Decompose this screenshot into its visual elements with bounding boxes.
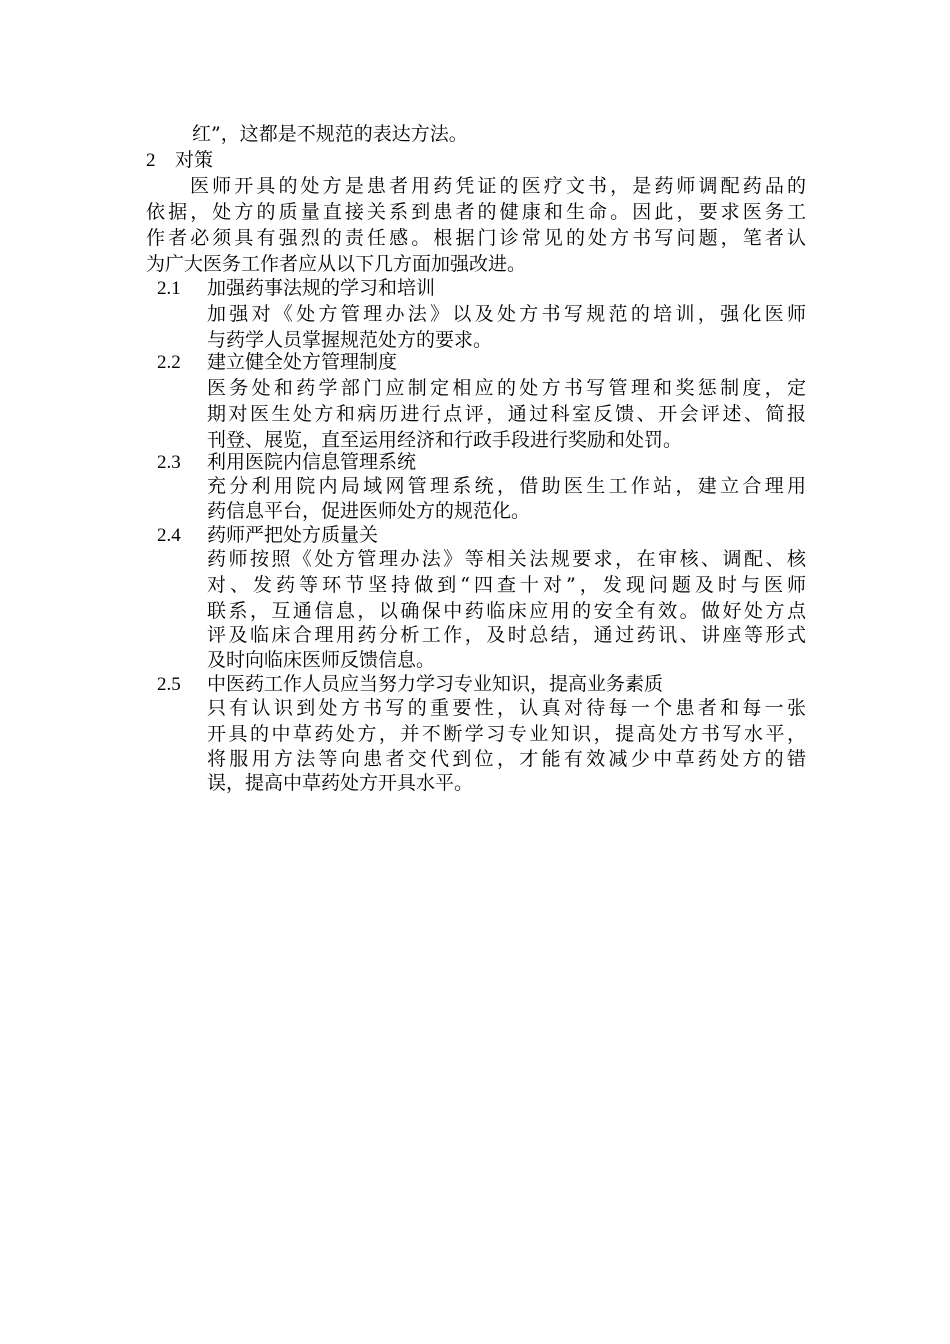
subsection-body-line: 开具的中草药处方，并不断学习专业知识，提高处方书写水平， [207, 723, 806, 745]
subsection-number: 2.5 [157, 674, 181, 695]
subsection-body-line: 联系，互通信息，以确保中药临床应用的安全有效。做好处方点 [207, 600, 806, 622]
subsection-number: 2.2 [157, 352, 181, 373]
subsection-body-line: 加强对《处方管理办法》以及处方书写规范的培训，强化医师 [207, 303, 806, 325]
subsection-title: 利用医院内信息管理系统 [207, 451, 417, 473]
subsection-body-line: 医务处和药学部门应制定相应的处方书写管理和奖惩制度，定 [207, 377, 806, 399]
subsection-body-line: 将服用方法等向患者交代到位，才能有效减少中草药处方的错 [207, 748, 806, 770]
intro-tail-line: 红”，这都是不规范的表达方法。 [192, 123, 468, 145]
subsection-title: 加强药事法规的学习和培训 [207, 277, 436, 299]
subsection-body-line: 只有认识到处方书写的重要性，认真对待每一个患者和每一张 [207, 697, 806, 719]
subsection-body-line: 刊登、展览，直至运用经济和行政手段进行奖励和处罚。 [207, 429, 683, 451]
subsection-title: 中医药工作人员应当努力学习专业知识，提高业务素质 [207, 673, 664, 695]
intro-paragraph-line: 为广大医务工作者应从以下几方面加强改进。 [146, 253, 527, 275]
intro-paragraph-line: 医师开具的处方是患者用药凭证的医疗文书，是药师调配药品的 [190, 175, 806, 197]
section-title: 对策 [175, 149, 214, 171]
subsection-body-line: 药信息平台，促进医师处方的规范化。 [207, 500, 531, 522]
intro-paragraph-line: 作者必须具有强烈的责任感。根据门诊常见的处方书写问题，笔者认 [146, 227, 806, 249]
subsection-body-line: 与药学人员掌握规范处方的要求。 [207, 329, 493, 351]
subsection-title: 药师严把处方质量关 [207, 524, 379, 546]
subsection-body-line: 药师按照《处方管理办法》等相关法规要求，在审核、调配、核 [207, 548, 806, 570]
intro-paragraph-line: 依据，处方的质量直接关系到患者的健康和生命。因此，要求医务工 [146, 201, 806, 223]
subsection-title: 建立健全处方管理制度 [207, 351, 398, 373]
subsection-body-line: 期对医生处方和病历进行点评，通过科室反馈、开会评述、简报 [207, 403, 806, 425]
subsection-number: 2.3 [157, 452, 181, 473]
subsection-number: 2.1 [157, 278, 181, 299]
subsection-body-line: 误，提高中草药处方开具水平。 [207, 772, 474, 794]
subsection-number: 2.4 [157, 525, 181, 546]
subsection-body-line: 及时向临床医师反馈信息。 [207, 649, 436, 671]
subsection-body-line: 对、发药等环节坚持做到“四查十对”，发现问题及时与医师 [207, 574, 806, 596]
section-number: 2 [146, 150, 156, 171]
subsection-body-line: 评及临床合理用药分析工作，及时总结，通过药讯、讲座等形式 [207, 624, 806, 646]
subsection-body-line: 充分利用院内局域网管理系统，借助医生工作站，建立合理用 [207, 475, 806, 497]
